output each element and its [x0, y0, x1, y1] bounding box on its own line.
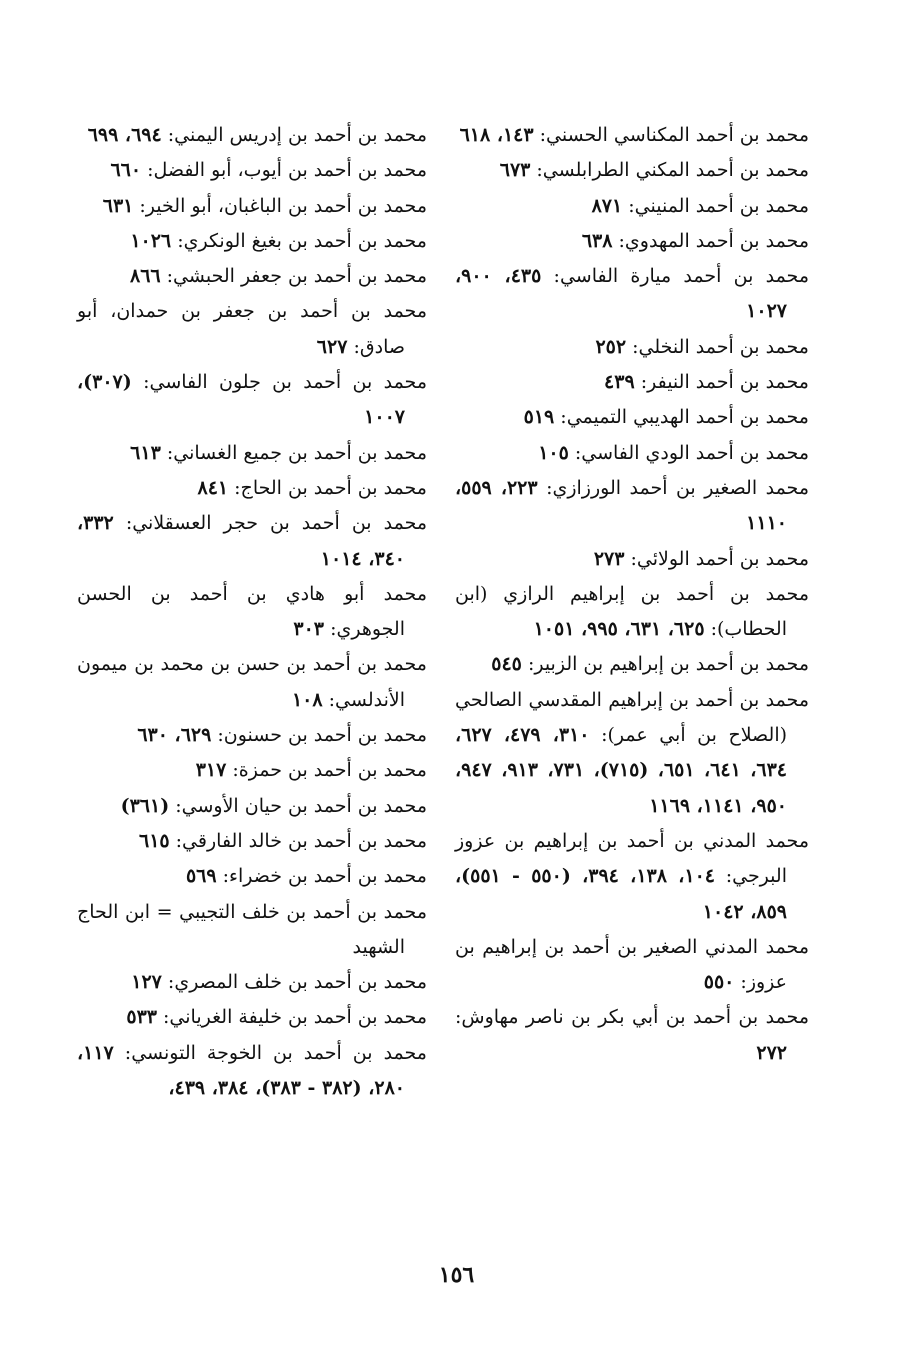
entry-name: محمد بن أحمد الولائي: [630, 547, 809, 570]
entry-name: محمد بن أحمد بن حسنون: [217, 724, 427, 747]
index-entry [455, 330, 809, 365]
entry-pages: ١٠٥ [538, 441, 569, 464]
entry-pages: ١٠٨ [291, 688, 323, 711]
entry-pages: ٥٣٣ [126, 1006, 157, 1029]
entry-name: محمد بن أحمد بن جلون الفاسي: [143, 371, 427, 394]
entry-name: محمد بن أحمد بن حسن بن محمد بن ميمون الأندلسي: [77, 653, 427, 711]
entry-pages: ٦٩٤، ٦٩٩ [87, 124, 162, 146]
entry-name: محمد بن أحمد النيفر: [640, 371, 809, 394]
index-entry [455, 436, 809, 471]
index-entry [77, 647, 427, 718]
index-entry [455, 189, 809, 224]
index-entry [77, 153, 427, 188]
entry-name: محمد بن أحمد بن جعفر الحبشي: [166, 265, 427, 288]
index-entry [77, 895, 427, 966]
index-entry [77, 189, 427, 224]
entry-pages: ١٠٤، ١٣٨، ٣٩٤، (٥٥٠ - ٥٥١)، ٨٥٩، ١٠٤٢ [455, 865, 787, 923]
index-entry [455, 542, 809, 577]
entry-pages: ٦١٥ [138, 829, 170, 852]
entry-name: محمد بن أحمد بن أبي بكر بن ناصر مهاوش: [455, 1006, 809, 1029]
entry-name: محمد بن أحمد بن جميع الغساني: [166, 441, 427, 464]
index-entry [77, 1000, 427, 1035]
entry-name: محمد بن أحمد بن حيان الأوسي: [175, 794, 427, 817]
entry-name: محمد بن أحمد بن حمزة: [232, 759, 427, 782]
entry-pages: ٤٣٩ [604, 371, 635, 394]
index-entry [455, 365, 809, 400]
entry-pages: ٦٢٧ [316, 335, 348, 358]
entry-name: محمد بن أحمد بن خلف المصري: [167, 971, 427, 994]
entry-pages: ٨٤١ [197, 476, 229, 499]
entry-name: محمد بن أحمد المكناسي الحسني: [539, 124, 809, 146]
entry-name: محمد بن أحمد بن خليفة الغرياني: [163, 1006, 427, 1029]
entry-pages: ١٠٢٦ [130, 229, 172, 252]
index-entry [455, 683, 809, 824]
entry-pages: ١٢٧ [131, 971, 162, 994]
index-entry [77, 224, 427, 259]
index-entry [77, 436, 427, 471]
index-entry [77, 718, 427, 753]
entry-name: محمد بن أحمد بن خضراء: [222, 865, 427, 888]
index-entry [77, 506, 427, 577]
entry-pages: (٣٠٧)، ١٠٠٧ [77, 371, 405, 429]
entry-pages: ٦٢٩، ٦٣٠ [137, 724, 212, 747]
entry-pages: ٦٢٥، ٦٣١، ٩٩٥، ١٠٥١ [533, 618, 705, 641]
index-entry [77, 789, 427, 824]
index-entry [77, 859, 427, 894]
entry-pages: ٢٧٢ [756, 1041, 787, 1064]
entry-pages: ٣١٠، ٤٧٩، ٦٢٧، ٦٣٤، ٦٤١، ٦٥١، (٧١٥)، ٧٣١، ٩١٣، ٩٤٧، ٩٥٠، ١١٤١، ١١٦٩ [455, 724, 787, 817]
entry-name: محمد بن أحمد بن الحاج: [234, 476, 427, 499]
entry-name: محمد بن أحمد المكني الطرابلسي: [536, 159, 809, 182]
entry-pages: ٦٦٠ [110, 159, 142, 182]
entry-name: محمد بن أحمد المهدوي: [618, 229, 809, 252]
index-column-right [455, 118, 809, 1071]
entry-name: محمد بن أحمد المنيني: [628, 194, 809, 217]
entry-name: محمد بن أحمد بن إدريس اليمني: [167, 124, 427, 146]
entry-pages: ٨٦٦ [129, 265, 161, 288]
index-entry [77, 824, 427, 859]
entry-pages: ٥٦٩ [185, 865, 217, 888]
entry-name: محمد بن أحمد بن جعفر بن حمدان، أبو صادق: [77, 300, 427, 358]
entry-name: محمد بن أحمد الهديبي التميمي: [560, 406, 809, 429]
index-entry [455, 259, 809, 330]
entry-pages: ٥٤٥ [491, 653, 522, 676]
index-entry [455, 647, 809, 682]
index-entry [455, 1000, 809, 1071]
entry-name: محمد أبو هادي بن أحمد بن الحسن الجوهري: [77, 582, 427, 641]
index-entry [77, 118, 427, 153]
entry-name: محمد بن أحمد بن الخوجة التونسي: [124, 1041, 427, 1064]
entry-name: محمد بن أحمد الودي الفاسي: [574, 441, 809, 464]
index-entry [455, 577, 809, 648]
entry-pages: ٦٧٣ [499, 159, 531, 182]
entry-name: محمد بن أحمد بن حجر العسقلاني: [125, 512, 428, 535]
entry-pages: ٣٠٣ [293, 618, 325, 641]
index-entry [455, 118, 809, 153]
entry-name: محمد بن أحمد بن خلف التجيبي = ابن الحاج الشهيد [77, 900, 427, 958]
entry-pages: (٣٦١) [120, 794, 170, 817]
entry-pages: ١١٧، ٢٨٠، (٣٨٢ - ٣٨٣)، ٣٨٤، ٤٣٩، [77, 1041, 405, 1100]
index-entry [455, 930, 809, 1001]
entry-pages: ٢٥٢ [595, 335, 627, 358]
index-column-left [77, 118, 427, 1106]
entry-pages: ٨٧١ [591, 194, 623, 217]
index-entry [77, 471, 427, 506]
index-entry [455, 471, 809, 542]
entry-pages: ٤٣٥، ٩٠٠، ١٠٢٧ [455, 265, 787, 323]
entry-pages: ٢٢٣، ٥٥٩، ١١١٠ [455, 476, 787, 535]
index-entry [77, 259, 427, 294]
index-entry [455, 153, 809, 188]
entry-name: محمد بن أحمد بن إبراهيم بن الزبير: [527, 653, 809, 676]
entry-name: محمد الصغير بن أحمد الورزازي: [546, 476, 809, 499]
index-entry [77, 365, 427, 436]
index-entry [77, 294, 427, 365]
entry-pages: ٥١٩ [523, 406, 555, 429]
entry-name: محمد بن أحمد ميارة الفاسي: [553, 265, 810, 288]
entry-pages: ٥٥٠ [703, 971, 735, 994]
entry-pages: ٦٣١ [102, 194, 134, 217]
entry-name: محمد بن أحمد بن أيوب، أبو الفضل: [147, 159, 427, 182]
entry-name: محمد المدني بن أحمد بن إبراهيم بن عزوز البرجي: [455, 829, 809, 888]
entry-name: محمد بن أحمد بن إبراهيم الرازي (ابن الحطاب): [455, 582, 809, 641]
index-entry [455, 224, 809, 259]
entry-name: محمد بن أحمد النخلي: [632, 335, 809, 358]
entry-pages: ١٤٣، ٦١٨ [459, 124, 534, 146]
entry-pages: ٦١٣ [130, 441, 161, 464]
index-entry [77, 965, 427, 1000]
index-entry [77, 1036, 427, 1107]
entry-pages: ٣٣٢، ٣٤٠، ١٠١٤ [77, 512, 405, 570]
index-entry [77, 577, 427, 648]
entry-name: محمد بن أحمد بن الباغبان، أبو الخير: [139, 194, 427, 217]
index-entry [455, 824, 809, 930]
entry-pages: ٣١٧ [195, 759, 227, 782]
entry-pages: ٢٧٣ [593, 547, 625, 570]
entry-name: محمد بن أحمد بن خالد الفارقي: [175, 829, 427, 852]
entry-name: محمد بن أحمد بن إبراهيم المقدسي الصالحي (الصلاح بن أبي عمر): [455, 688, 809, 747]
index-entry [455, 400, 809, 435]
entry-name: محمد بن أحمد بن بغيغ الونكري: [177, 229, 427, 252]
entry-pages: ٦٣٨ [581, 229, 613, 252]
page-number: ١٥٦ [438, 1262, 475, 1288]
index-entry [77, 753, 427, 788]
entry-name: محمد المدني الصغير بن أحمد بن إبراهيم بن عزوز: [455, 935, 809, 994]
